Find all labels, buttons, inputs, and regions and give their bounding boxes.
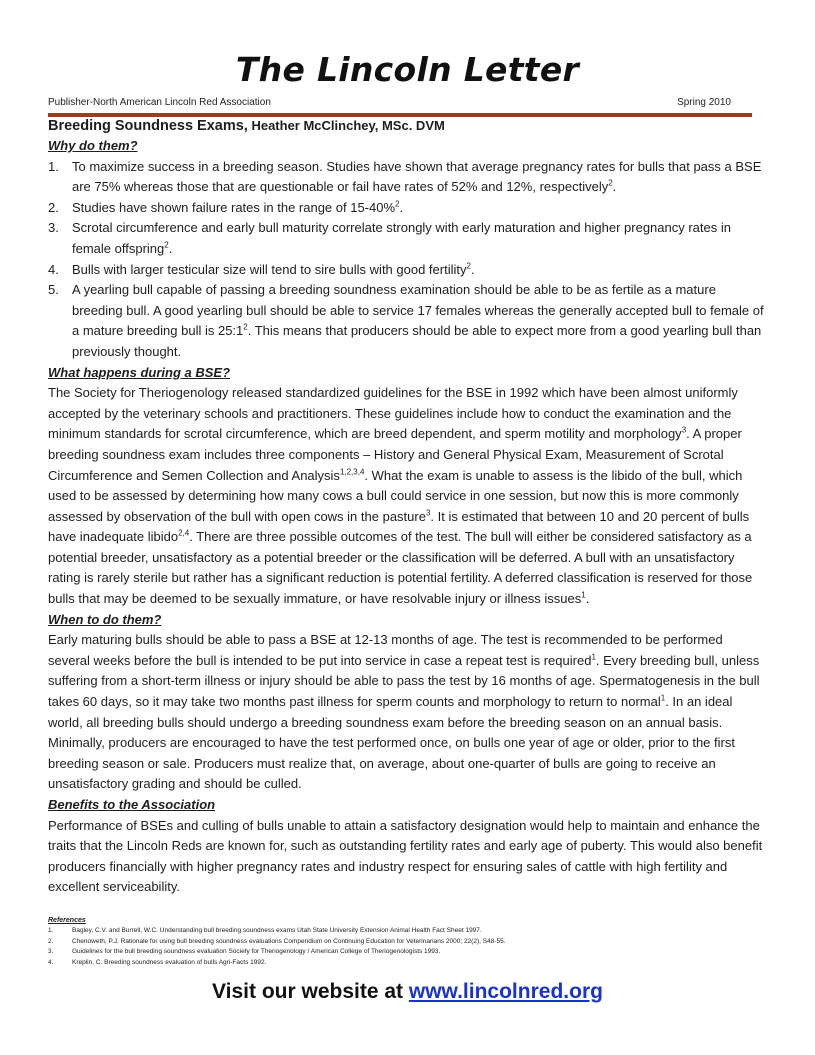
section-heading-when: When to do them? [48,611,162,627]
references [48,916,748,968]
website-footer [0,980,815,1004]
list-item: 5. A yearling bull capable of passing a breeding soundness examination should be able to be as fertile as a mature breeding bull. A good yearling bull should be able to service 17 females whereas the generally accepted bull to female of a mature breeding bull is $25:1^2$. This means that producers should be able to expect more from a good yearling bull than previously thought. [48,282,764,359]
article-byline: Heather McClinchey, MSc. DVM [247,118,445,133]
reference-item: 2. Chenoweth, P.J. Rationale for using bull breeding soundness evaluations Compendium on Continuing Education for Veterinarians 2000; 22(2), S48-55. [48,937,506,945]
article-title: Breeding Soundness Exams, Heather McClinchey, MSc. DVM [48,118,445,134]
paragraph-benefits: Performance of BSEs and culling of bulls unable to attain a satisfactory designation would help to maintain and enhance the traits that the Lincoln Reds are known for, such as outstanding fertility rates and early age of puberty. This would also benefit producers financially with higher pregnancy rates and industry respect for ensuring sales of cattle with high fertility and excellent serviceability. [48,817,763,895]
reference-item: 4. Kreplin, C. Breeding soundness evaluation of bulls Agri-Facts 1992. [48,958,267,966]
publisher-name: Publisher-North American Lincoln Red Association [48,97,271,108]
paragraph-what-happens: The Society for Theriogenology released standardized guidelines for the BSE in 1992 which have been almost uniformly accepted by the veterinary schools and practitioners. These guidelines include how to conduct the examination and the minimum standards for scrotal circumference, which are breed dependent, and sperm motility and morphology$^3$. A proper breeding soundness exam includes three components – History and General Physical Exam, Measurement of Scrotal Circumference and Semen Collection and Analysis$^{1,2,3,4}$. What the exam is unable to assess is the libido of the bull, which used to be assessed by determining how many cows a bull could service in one session, but now this is more commonly assessed by observation of the bull with open cows in the pasture$^3$. It is estimated that between 10 and 20 percent of bulls have inadequate libido$^{2,4}$. There are three possible outcomes of the test. The bull will either be considered satisfactory as a potential breeder, unsatisfactory as a potential breeder or the classification will be deferred. A bull with an unsatisfactory rating is rarely sterile but rather has a significant reduction is potential fertility. A deferred classification is reserved for those bulls that may be deemed to be sexually immature, or have resolvable injury or illness issues$^1$. [48,385,753,607]
paragraph-when: Early maturing bulls should be able to pass a BSE at 12-13 months of age. The test is recommended to be performed several weeks before the bull is intended to be put into service in case a repeat test is required$^1$. Every breeding bull, unless suffering from a short-term illness or injury should be able to pass the test by 16 months of age. Spermatogenesis in the bull takes 60 days, so it may take two months past illness for sperm counts and morphology to return to normal$^1$. In an ideal world, all breeding bulls should undergo a breeding soundness exam before the breeding season on an annual basis. Minimally, producers are encouraged to have the test performed once, on bulls one year of age or older, prior to the first breeding season or sale. Producers must realize that, on average, about one-quarter of bulls are going to receive an unsatisfactory grading and should be culled. [48,632,760,792]
references-title: References [48,917,86,924]
website-link[interactable]: www.lincolnred.org [408,980,603,1003]
section-heading-benefits: Benefits to the Association [48,797,216,812]
reference-item: 3. Guidelines for the bull breeding soundness evaluation Society for Theriogenology / American College of Theriogenologists 1993. [48,948,441,956]
list-item: 4. Bulls with larger testicular size will tend to sire bulls with good fertility$^2$. [48,261,475,277]
article-body [48,116,768,898]
reasons-list [48,157,768,363]
section-heading-what-happens: What happens during a BSE? [48,364,231,380]
list-item: 2. Studies have shown failure rates in the range of 15-40%$^2$. [48,199,404,215]
issue-date: Spring 2010 [677,97,731,108]
reference-item: 1. Bagley, C.V. and Burrell, W.C. Understanding bull breeding soundness exams Utah State University Extension Animal Health Fact Sheet 1997. [48,927,482,935]
newsletter-title: The Lincoln Letter [235,50,580,89]
footer-text: Visit our website at [212,980,409,1003]
section-heading-why: Why do them? [48,138,138,153]
list-item: 1. To maximize success in a breeding season. Studies have shown that average pregnancy rates for bulls that pass a BSE are 75% whereas those that are questionable or fail have rates of 52% and 12%, respectively$^2$. [48,158,762,195]
list-item: 3. Scrotal circumference and early bull maturity correlate strongly with early maturation and higher pregnancy rates in female offspring$^2$. [48,220,731,256]
